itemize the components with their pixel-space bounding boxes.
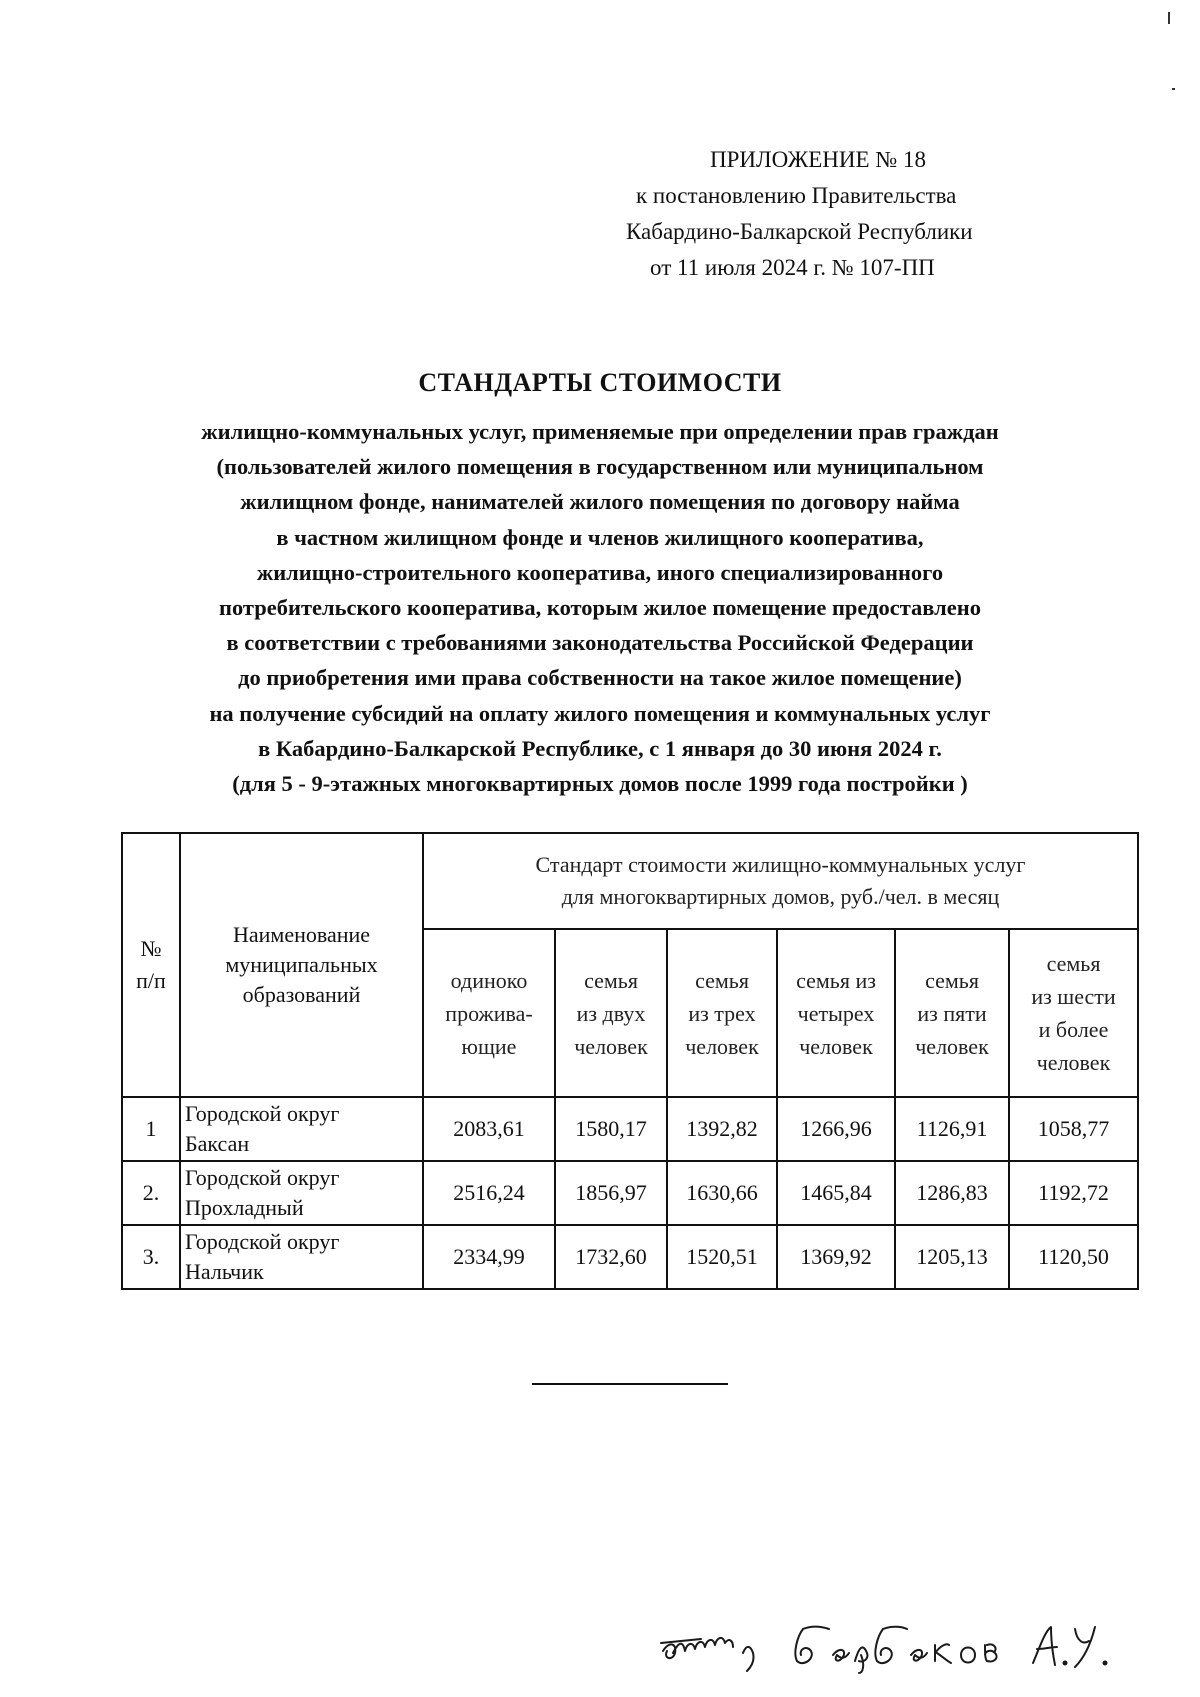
header-family-6-plus: семья из шести и более человек xyxy=(1009,929,1138,1097)
header-family-4: семья из четырех человек xyxy=(777,929,895,1097)
scan-speck xyxy=(1168,12,1170,24)
row-municipality: Городской округ Прохладный xyxy=(180,1161,423,1225)
header-family-5: семья из пяти человек xyxy=(895,929,1009,1097)
appendix-reference: к постановлению Правительства xyxy=(636,183,957,208)
cell-family-2: 1856,97 xyxy=(555,1161,667,1225)
handwritten-signature xyxy=(655,1615,1135,1675)
cell-family-6-plus: 1192,72 xyxy=(1009,1161,1138,1225)
row-number: 3. xyxy=(122,1225,180,1289)
scan-speck xyxy=(1172,88,1175,90)
header-single: одиноко прожива- ющие xyxy=(423,929,555,1097)
table-row xyxy=(122,1161,1138,1225)
header-municipality: Наименование муниципальных образований xyxy=(180,833,423,1097)
appendix-header xyxy=(560,142,1080,286)
cell-family-5: 1126,91 xyxy=(895,1097,1009,1161)
cell-family-4: 1465,84 xyxy=(777,1161,895,1225)
cell-family-3: 1392,82 xyxy=(667,1097,777,1161)
cell-family-6-plus: 1120,50 xyxy=(1009,1225,1138,1289)
subtitle-line: в частном жилищном фонде и членов жилищного кооператива, xyxy=(276,524,924,550)
header-family-2: семья из двух человек xyxy=(555,929,667,1097)
subtitle-line: в Кабардино-Балкарской Республике, с 1 января до 30 июня 2024 г. xyxy=(258,735,942,761)
end-divider xyxy=(532,1383,728,1385)
cell-family-5: 1205,13 xyxy=(895,1225,1009,1289)
cell-family-4: 1369,92 xyxy=(777,1225,895,1289)
header-family-3: семья из трех человек xyxy=(667,929,777,1097)
standards-table xyxy=(121,832,1139,1290)
subtitle-line: (для 5 - 9-этажных многоквартирных домов после 1999 года постройки ) xyxy=(232,771,968,797)
document-subtitle xyxy=(60,414,1140,801)
subtitle-line: до приобретения ими права собственности на такое жилое помещение) xyxy=(238,665,962,691)
header-number: № п/п xyxy=(122,833,180,1097)
cell-family-3: 1520,51 xyxy=(667,1225,777,1289)
appendix-date: от 11 июля 2024 г. № 107-ПП xyxy=(650,255,935,280)
cell-family-6-plus: 1058,77 xyxy=(1009,1097,1138,1161)
table-row xyxy=(122,1225,1138,1289)
table-header-row xyxy=(122,833,1138,929)
header-cost-standard: Стандарт стоимости жилищно-коммунальных услуг для многоквартирных домов, руб./чел. в месяц xyxy=(423,833,1138,929)
cell-family-4: 1266,96 xyxy=(777,1097,895,1161)
row-municipality: Городской округ Нальчик xyxy=(180,1225,423,1289)
subtitle-line: на получение субсидий на оплату жилого помещения и коммунальных услуг xyxy=(209,700,991,726)
cell-family-5: 1286,83 xyxy=(895,1161,1009,1225)
subtitle-line: в соответствии с требованиями законодательства Российской Федерации xyxy=(226,630,974,656)
cell-family-3: 1630,66 xyxy=(667,1161,777,1225)
document-title: СТАНДАРТЫ СТОИМОСТИ xyxy=(418,368,782,397)
cell-single: 2516,24 xyxy=(423,1161,555,1225)
appendix-republic: Кабардино-Балкарской Республики xyxy=(626,219,973,244)
row-number: 2. xyxy=(122,1161,180,1225)
subtitle-line: потребительского кооператива, которым жилое помещение предоставлено xyxy=(218,595,981,621)
subtitle-line: жилищном фонде, нанимателей жилого помещения по договору найма xyxy=(240,489,960,515)
subtitle-line: жилищно-коммунальных услуг, применяемые при определении прав граждан xyxy=(201,419,999,444)
cell-single: 2083,61 xyxy=(423,1097,555,1161)
cell-single: 2334,99 xyxy=(423,1225,555,1289)
cell-family-2: 1732,60 xyxy=(555,1225,667,1289)
row-municipality: Городской округ Баксан xyxy=(180,1097,423,1161)
cell-family-2: 1580,17 xyxy=(555,1097,667,1161)
row-number: 1 xyxy=(122,1097,180,1161)
table-row xyxy=(122,1097,1138,1161)
appendix-number: ПРИЛОЖЕНИЕ № 18 xyxy=(710,147,927,172)
subtitle-line: жилищно-строительного кооператива, иного специализированного xyxy=(256,559,944,585)
subtitle-line: (пользователей жилого помещения в государственном или муниципальном xyxy=(216,454,984,480)
